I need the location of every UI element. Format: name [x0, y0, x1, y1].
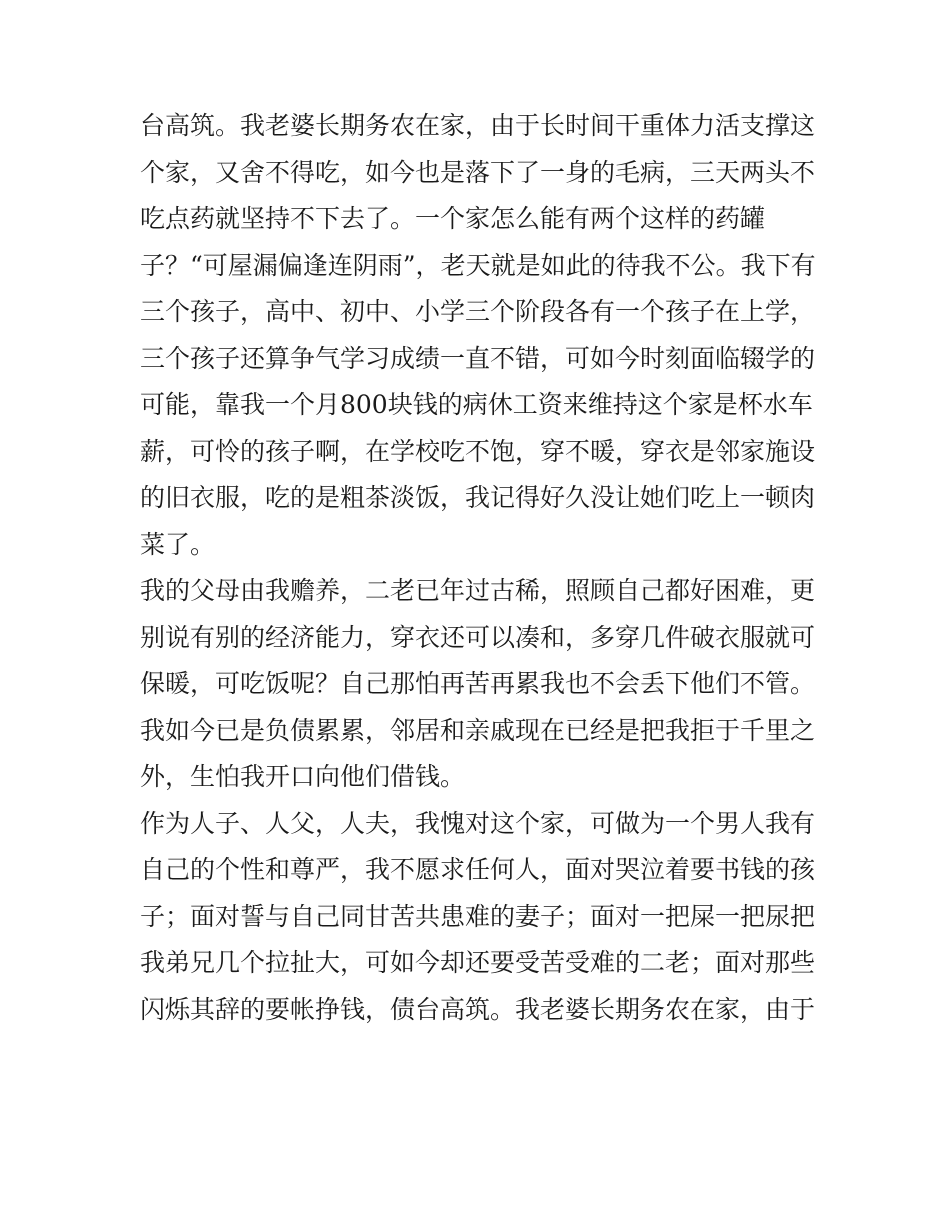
- text-line: 我弟兄几个拉扯大，可如今却还要受苦受难的二老；面对那些: [140, 948, 816, 977]
- text-line: 吃点药就坚持不下去了。一个家怎么能有两个这样的药罐: [140, 204, 766, 233]
- text-line: 别说有别的经济能力，穿衣还可以凑和，多穿几件破衣服就可: [140, 622, 816, 652]
- text-line: 闪烁其辞的要帐挣钱，债台高筑。我老婆长期务农在家，由于: [140, 994, 816, 1024]
- text-line: 保暖，可吃饭呢？自己那怕再苦再累我也不会丢下他们不管。: [140, 669, 816, 698]
- text-line: 子；面对誓与自己同甘苦共患难的妻子；面对一把屎一把尿把: [140, 901, 816, 931]
- text-line: 个家，又舍不得吃，如今也是落下了一身的毛病，三天两头不: [140, 157, 816, 187]
- text-line: 菜了。: [140, 529, 216, 559]
- text-line: 我如今已是负债累累，邻居和亲戚现在已经是把我拒于千里之: [140, 715, 816, 745]
- text-line: 可能，靠我一个月800块钱的病休工资来维持这个家是杯水车: [140, 390, 813, 419]
- text-line: 台高筑。我老婆长期务农在家，由于长时间干重体力活支撑这: [140, 111, 816, 140]
- text-line: 的旧衣服，吃的是粗茶淡饭，我记得好久没让她们吃上一顿肉: [140, 483, 816, 512]
- document-body: [140, 103, 820, 1033]
- text-line: 三个孩子还算争气学习成绩一直不错，可如今时刻面临辍学的: [140, 343, 816, 373]
- text-line: 作为人子、人父，人夫，我愧对这个家，可做为一个男人我有: [140, 808, 816, 838]
- text-line: 三个孩子，高中、初中、小学三个阶段各有一个孩子在上学，: [140, 297, 816, 326]
- text-line: 薪，可怜的孩子啊，在学校吃不饱，穿不暖，穿衣是邻家施设: [140, 436, 816, 466]
- text-line: 子？“可屋漏偏逢连阴雨”，老天就是如此的待我不公。我下有: [140, 250, 816, 280]
- text-line: 我的父母由我赡养，二老已年过古稀，照顾自己都好困难，更: [140, 576, 816, 605]
- text-line: 自己的个性和尊严，我不愿求任何人，面对哭泣着要书钱的孩: [140, 855, 816, 884]
- text-line: 外，生怕我开口向他们借钱。: [140, 762, 466, 791]
